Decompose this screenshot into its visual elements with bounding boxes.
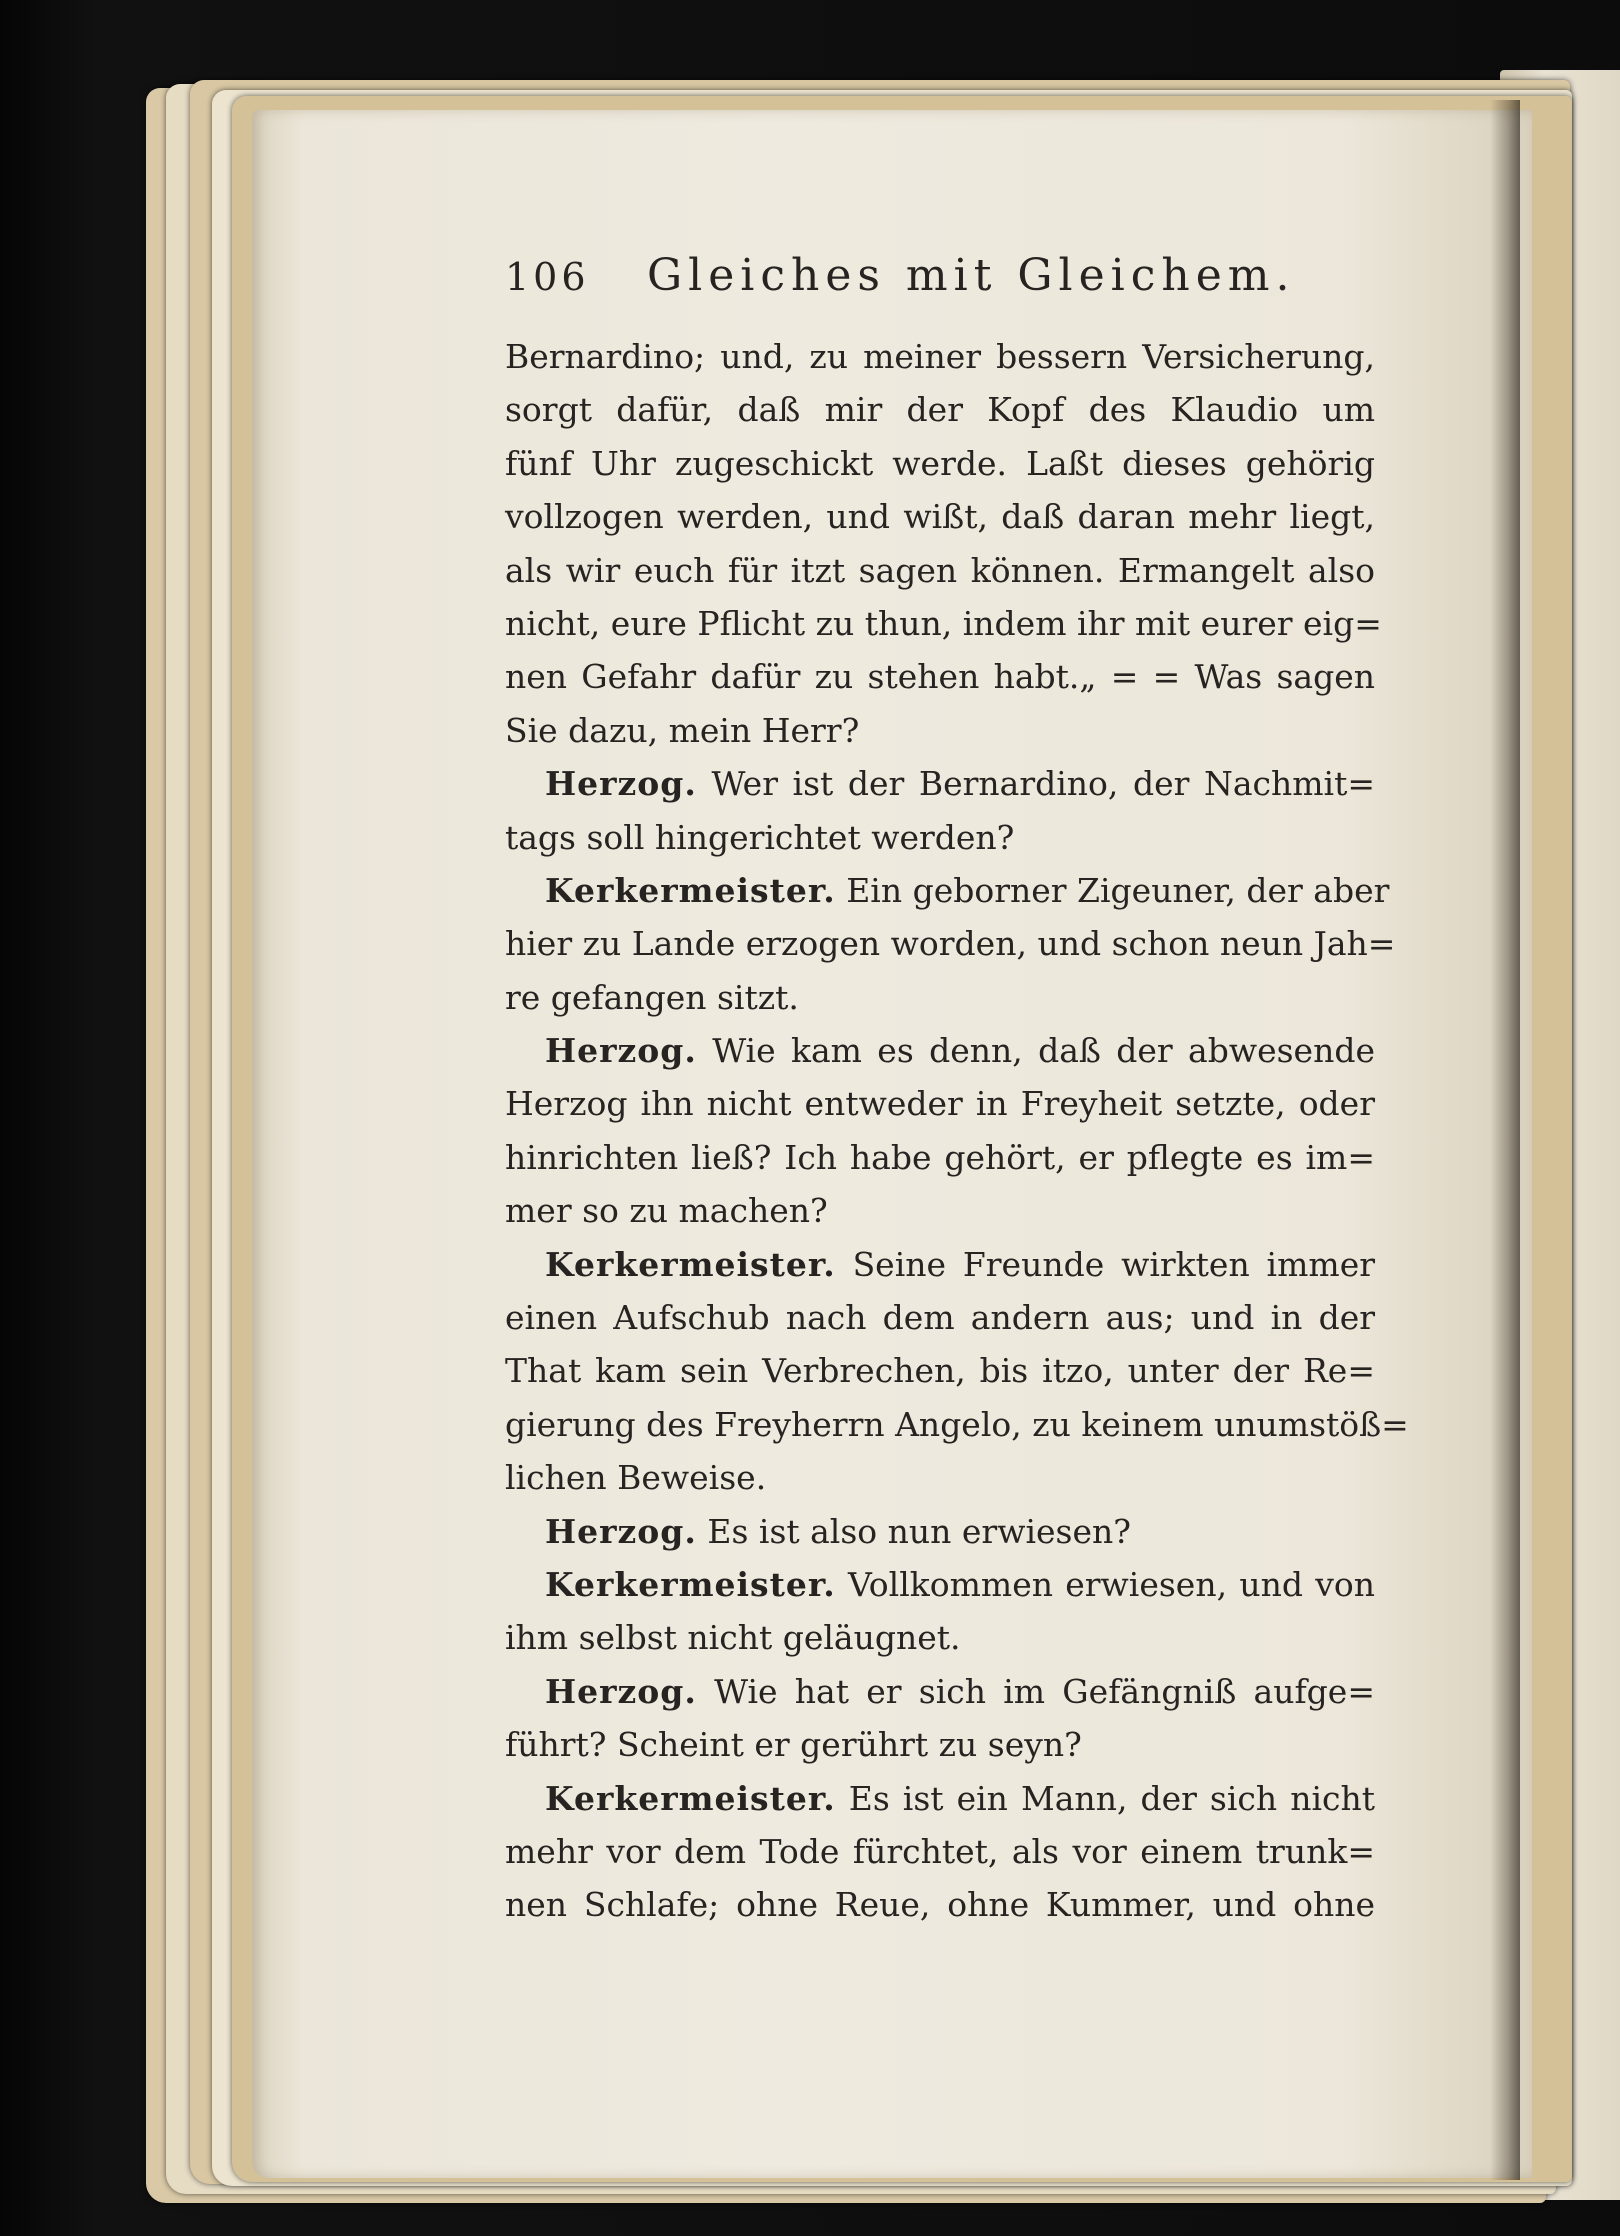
text-line xyxy=(505,1772,1375,1825)
line-text: Herzog ihn nicht entweder in Freyheit setzte, oder xyxy=(505,1084,1375,1124)
line-text: Wie kam es denn, daß der abwesende xyxy=(712,1031,1375,1071)
text-line xyxy=(505,490,1375,543)
line-text: ihm selbst nicht geläugnet. xyxy=(505,1618,961,1658)
text-line xyxy=(505,544,1375,597)
text-line xyxy=(505,704,1375,757)
speaker-name: Kerkermeister. xyxy=(545,1244,836,1284)
speaker-name: Herzog. xyxy=(545,764,697,804)
text-line xyxy=(505,1238,1375,1291)
text-line xyxy=(505,1291,1375,1344)
text-line xyxy=(505,1718,1375,1771)
speaker-name: Kerkermeister. xyxy=(545,870,836,910)
line-text: hinrichten ließ? Ich habe gehört, er pflegte es im= xyxy=(505,1137,1375,1177)
line-text: re gefangen sitzt. xyxy=(505,977,799,1017)
line-text: Bernardino; und, zu meiner bessern Versicherung, xyxy=(505,337,1375,376)
text-line xyxy=(505,1344,1375,1397)
text-line xyxy=(505,1451,1375,1504)
speaker-name: Herzog. xyxy=(545,1671,697,1711)
line-text: lichen Beweise. xyxy=(505,1458,767,1498)
line-text: Es ist ein Mann, der sich nicht xyxy=(848,1778,1375,1818)
text-line xyxy=(505,917,1396,970)
text-line xyxy=(505,971,1375,1024)
speaker-name: Herzog. xyxy=(545,1031,697,1071)
text-line xyxy=(505,1077,1375,1130)
line-text: fünf Uhr zugeschickt werde. Laßt dieses gehörig xyxy=(505,443,1375,483)
text-line xyxy=(505,437,1375,490)
text-line xyxy=(505,1505,1375,1558)
text-line xyxy=(505,383,1375,436)
line-text: führt? Scheint er gerührt zu seyn? xyxy=(505,1725,1082,1765)
line-text: That kam sein Verbrechen, bis itzo, unter der Re= xyxy=(505,1351,1375,1391)
line-text: sorgt dafür, daß mir der Kopf des Klaudio um xyxy=(505,390,1375,430)
line-text: Wie hat er sich im Gefängniß aufge= xyxy=(714,1671,1375,1711)
line-text: Ein geborner Zigeuner, der aber xyxy=(846,870,1390,910)
text-line xyxy=(505,864,1390,917)
page-text xyxy=(505,250,1409,1932)
speaker-name: Kerkermeister. xyxy=(545,1778,836,1818)
text-line xyxy=(505,1558,1375,1611)
text-line xyxy=(505,811,1375,864)
line-text: tags soll hingerichtet werden? xyxy=(505,817,1015,857)
text-line xyxy=(505,1665,1375,1718)
line-text: mehr vor dem Tode fürchtet, als vor einem trunk= xyxy=(505,1831,1375,1871)
line-text: Sie dazu, mein Herr? xyxy=(505,710,860,750)
speaker-name: Kerkermeister. xyxy=(545,1564,836,1604)
text-line xyxy=(505,757,1375,810)
gutter-shadow xyxy=(1490,100,1520,2180)
line-text: mer so zu machen? xyxy=(505,1191,828,1231)
line-text: hier zu Lande erzogen worden, und schon neun Jah= xyxy=(505,924,1396,964)
line-text: vollzogen werden, und wißt, daß daran mehr liegt, xyxy=(505,497,1375,537)
line-text: Wer ist der Bernardino, der Nachmit= xyxy=(711,764,1375,804)
line-text: Vollkommen erwiesen, und von xyxy=(847,1564,1375,1604)
text-line xyxy=(505,1131,1375,1184)
line-text: nicht, eure Pflicht zu thun, indem ihr mit eurer eig= xyxy=(505,603,1382,643)
speaker-name: Herzog. xyxy=(545,1511,697,1551)
running-title: Gleiches mit Gleichem. xyxy=(647,250,1296,301)
text-line xyxy=(505,1184,1375,1237)
page-header xyxy=(505,250,1375,330)
text-line xyxy=(505,650,1375,703)
line-text: einen Aufschub nach dem andern aus; und in der xyxy=(505,1298,1375,1338)
line-text: Es ist also nun erwiesen? xyxy=(707,1511,1131,1551)
text-line xyxy=(505,1398,1409,1451)
line-text: gierung des Freyherrn Angelo, zu keinem unumstöß= xyxy=(505,1404,1409,1444)
text-line xyxy=(505,1024,1375,1077)
text-line xyxy=(505,1825,1375,1878)
text-line xyxy=(505,1611,1375,1664)
text-line xyxy=(505,597,1382,650)
text-line xyxy=(505,1878,1375,1931)
line-text: nen Schlafe; ohne Reue, ohne Kummer, und ohne xyxy=(505,1885,1375,1925)
line-text: Seine Freunde wirkten immer xyxy=(852,1244,1375,1284)
text-line xyxy=(505,330,1375,383)
line-text: als wir euch für itzt sagen können. Ermangelt also xyxy=(505,550,1375,590)
line-text: nen Gefahr dafür zu stehen habt.„ = = Was sagen xyxy=(505,657,1375,697)
page-number: 106 xyxy=(505,255,590,299)
body-text xyxy=(505,330,1409,1932)
